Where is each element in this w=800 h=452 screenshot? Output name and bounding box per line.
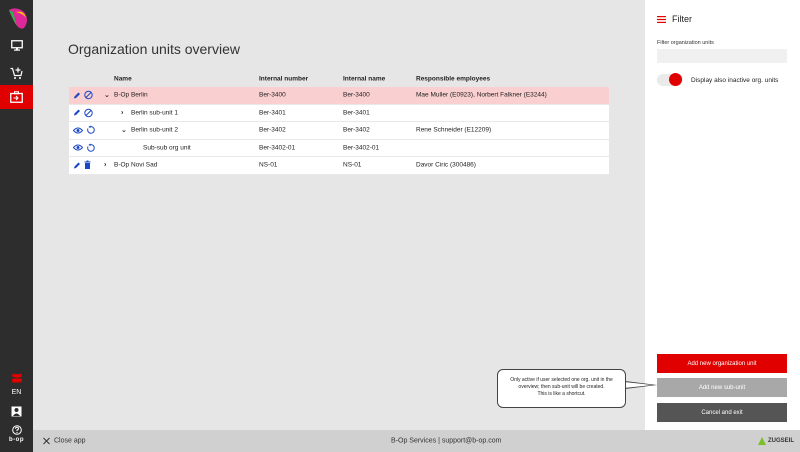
row-internal-name: NS-01 — [343, 161, 362, 169]
brand-logo — [758, 437, 794, 445]
filter-input[interactable] — [657, 49, 787, 63]
row-internal-number: NS-01 — [259, 161, 278, 169]
row-name: Sub-sub org unit — [143, 144, 191, 152]
delete-icon[interactable] — [84, 161, 91, 170]
restore-icon[interactable] — [86, 126, 95, 135]
header-internal-number: Internal number — [259, 75, 309, 83]
table-row[interactable] — [69, 140, 609, 158]
edit-icon[interactable] — [73, 109, 81, 117]
sidebar-item-org-units[interactable] — [0, 85, 33, 109]
row-name: Berlin sub-unit 2 — [131, 126, 178, 134]
filter-input-label: Filter organization units — [657, 40, 714, 46]
filter-title: Filter — [672, 14, 692, 24]
disable-icon[interactable] — [84, 108, 93, 117]
language-selector[interactable]: EN — [11, 389, 22, 396]
row-internal-name: Ber-3402 — [343, 126, 370, 134]
tooltip-line: overview; then sub-unit will be created. — [518, 383, 605, 390]
profile-icon — [11, 406, 22, 417]
brand-mark: b-op — [9, 437, 24, 443]
row-internal-name: Ber-3402-01 — [343, 144, 380, 152]
main-content — [33, 0, 645, 430]
support-info: B-Op Services | support@b-op.com — [391, 437, 502, 445]
toggle-label: Display also inactive org. units — [691, 76, 779, 84]
chevron-down-icon[interactable]: ⌄ — [121, 127, 127, 135]
row-internal-number: Ber-3402 — [259, 126, 286, 134]
add-org-unit-button[interactable]: Add new organization unit — [657, 354, 787, 373]
close-app-label: Close app — [54, 437, 86, 445]
cancel-exit-button[interactable]: Cancel and exit — [657, 403, 787, 422]
row-internal-number: Ber-3400 — [259, 91, 286, 99]
row-internal-name: Ber-3401 — [343, 109, 370, 117]
edit-icon[interactable] — [73, 91, 81, 99]
filter-header — [657, 14, 692, 24]
people-icon — [11, 373, 23, 383]
sidebar-item-cart[interactable] — [0, 61, 33, 85]
row-internal-name: Ber-3400 — [343, 91, 370, 99]
help-icon — [12, 425, 22, 435]
row-name: Berlin sub-unit 1 — [131, 109, 178, 117]
add-sub-unit-button[interactable]: Add new sub-unit — [657, 378, 787, 397]
row-responsible: Mae Muller (E0923), Norbert Falkner (E3244) — [416, 91, 547, 99]
row-responsible: Rene Schneider (E12209) — [416, 126, 492, 134]
disable-icon[interactable] — [84, 91, 93, 100]
org-unit-icon — [10, 91, 23, 103]
tooltip-line: This is like a shortcut. — [537, 390, 586, 397]
sidebar-item-monitor[interactable] — [0, 33, 33, 57]
row-name: B-Op Novi Sad — [114, 161, 158, 169]
tooltip-line: Only active if user selected one org. unit in the — [510, 377, 613, 383]
table-header — [69, 71, 609, 87]
header-name: Name — [114, 75, 132, 83]
tooltip-pointer-fill — [624, 382, 652, 388]
brand-name: ZUGSEIL — [767, 438, 794, 444]
table-row[interactable] — [69, 87, 609, 105]
chevron-right-icon[interactable]: › — [121, 109, 124, 117]
close-icon — [43, 438, 50, 445]
restore-icon[interactable] — [86, 143, 95, 152]
row-responsible: Davor Ciric (300486) — [416, 161, 476, 169]
org-units-table — [69, 71, 609, 175]
filter-menu-icon[interactable] — [657, 16, 666, 23]
header-responsible: Responsible employees — [416, 75, 491, 83]
close-app-button[interactable] — [43, 438, 86, 445]
page-title: Organization units overview — [68, 41, 240, 57]
row-name: B-Op Berlin — [114, 91, 148, 99]
chevron-down-icon[interactable]: ⌄ — [104, 92, 110, 100]
view-icon[interactable] — [73, 144, 83, 152]
app-logo — [4, 6, 30, 32]
chevron-right-icon[interactable]: › — [104, 161, 107, 169]
edit-icon[interactable] — [73, 161, 81, 169]
view-icon[interactable] — [73, 126, 83, 134]
sidebar — [0, 0, 33, 452]
toggle-knob — [669, 73, 682, 86]
table-row[interactable] — [69, 105, 609, 123]
brand-icon — [758, 437, 766, 445]
row-internal-number: Ber-3402-01 — [259, 144, 296, 152]
row-internal-number: Ber-3401 — [259, 109, 286, 117]
table-row[interactable] — [69, 157, 609, 175]
sidebar-item-people[interactable] — [0, 366, 33, 390]
cart-add-icon — [10, 67, 23, 80]
inactive-units-toggle[interactable] — [657, 74, 683, 86]
filter-panel — [645, 0, 800, 430]
inactive-toggle-row — [657, 74, 778, 86]
monitor-icon — [11, 40, 23, 51]
table-row[interactable] — [69, 122, 609, 140]
sub-unit-tooltip — [497, 369, 626, 408]
footer-bar — [33, 430, 800, 452]
header-internal-name: Internal name — [343, 75, 386, 83]
